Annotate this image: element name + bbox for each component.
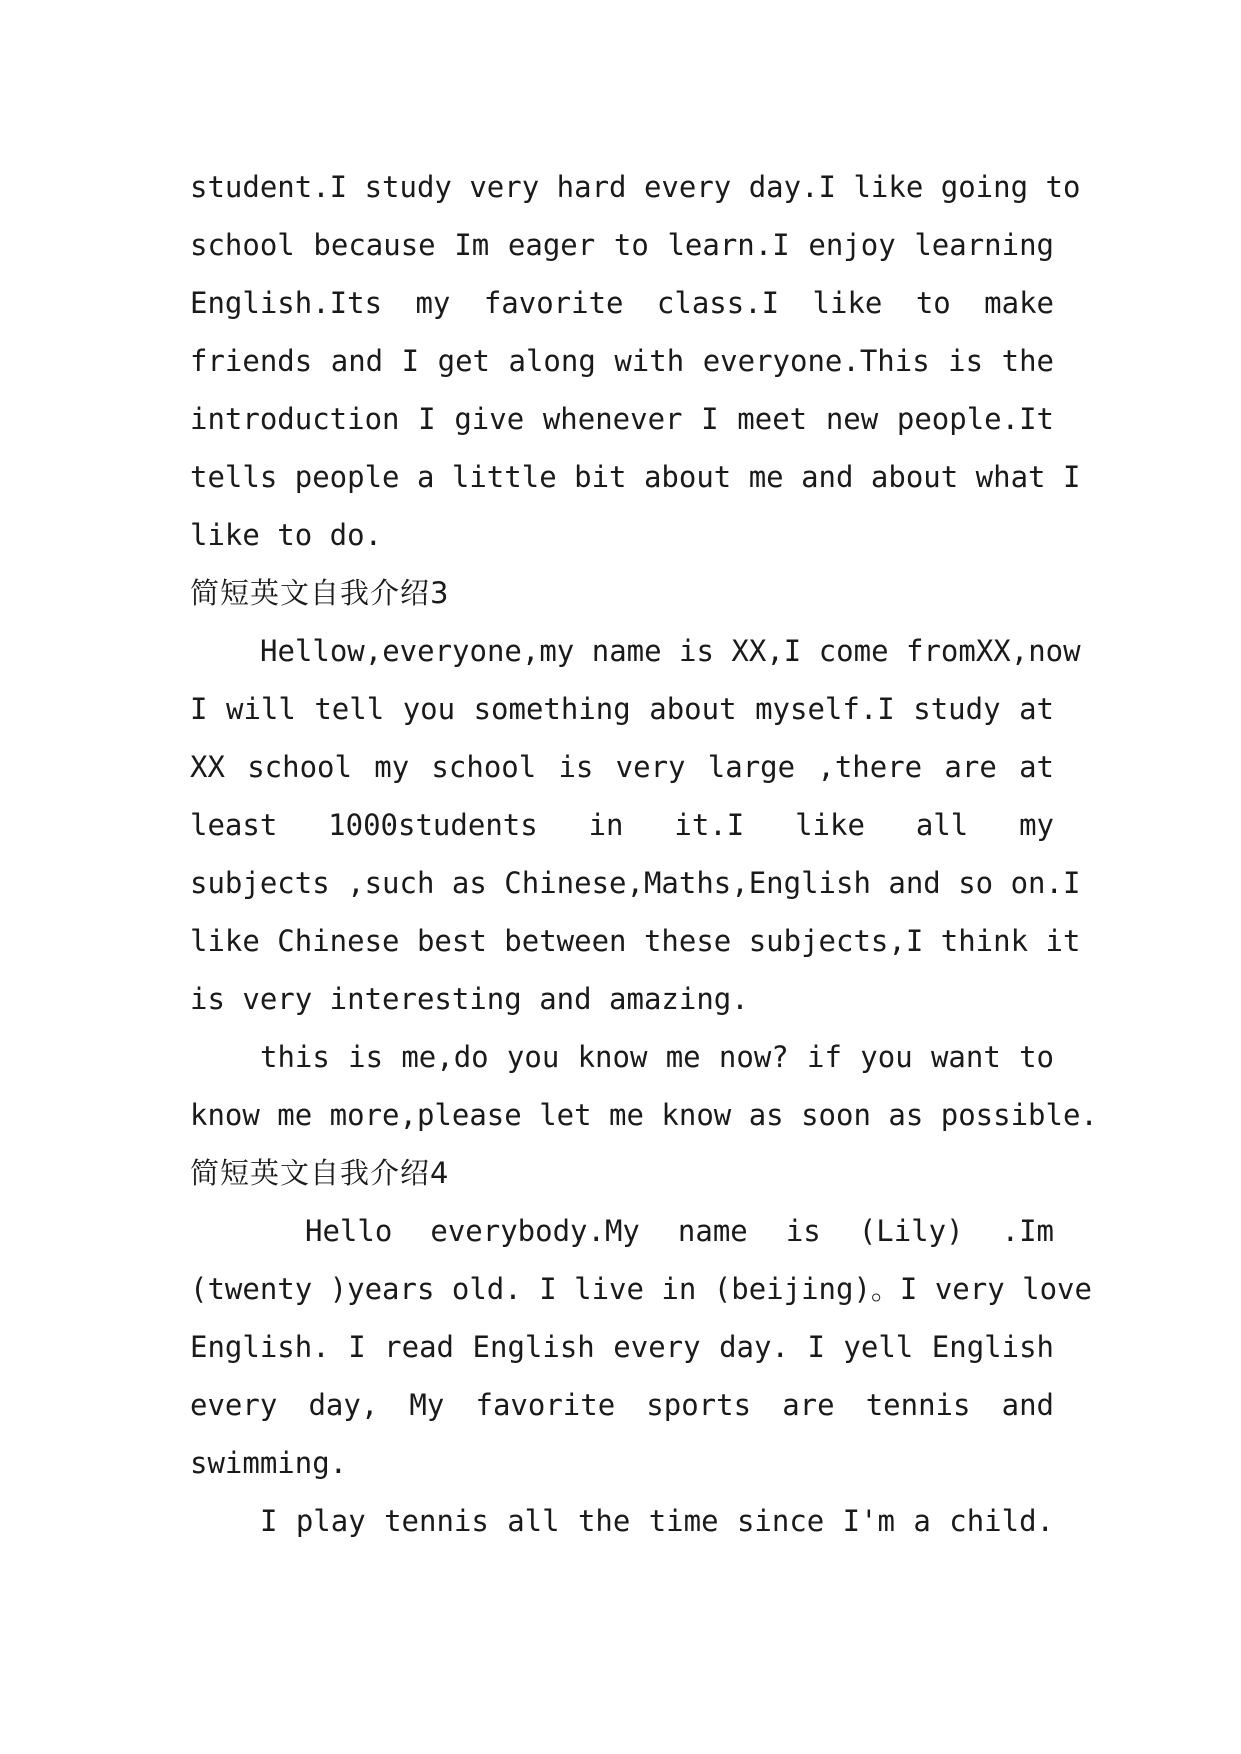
paragraph-section2 bbox=[190, 158, 1081, 564]
text-line: friends and I get along with everyone.This is the bbox=[190, 344, 1054, 378]
text-line: subjects ,such as Chinese,Maths,English and so on.I bbox=[190, 866, 1081, 900]
text-line: know me more,please let me know as soon as possible. bbox=[190, 1098, 1098, 1132]
text-line: every day, My favorite sports are tennis and bbox=[190, 1388, 1054, 1422]
text-line: I play tennis all the time since I'm a child. bbox=[260, 1504, 1054, 1538]
text-line: student.I study very hard every day.I like going to bbox=[190, 170, 1081, 204]
text-line: school because Im eager to learn.I enjoy learning bbox=[190, 228, 1054, 262]
paragraph-section4-2 bbox=[190, 1492, 1054, 1550]
section-heading-4: 简短英文自我介绍4 bbox=[190, 1156, 450, 1190]
text-line: XX school my school is very large ,there are at bbox=[190, 750, 1054, 784]
text-line: Hellow,everyone,my name is XX,I come fromXX,now bbox=[260, 634, 1081, 668]
text-line: least 1000students in it.I like all my bbox=[190, 808, 1054, 842]
paragraph-section3-1 bbox=[190, 622, 1081, 1028]
paragraph-section4-1 bbox=[190, 1202, 1092, 1492]
document-body bbox=[190, 158, 1098, 1550]
text-line: I will tell you something about myself.I study at bbox=[190, 692, 1054, 726]
section-heading-3: 简短英文自我介绍3 bbox=[190, 576, 450, 610]
text-line: Hello everybody.My name is (Lily) .Im bbox=[305, 1214, 1054, 1248]
text-line: like to do. bbox=[190, 518, 383, 552]
paragraph-section3-2 bbox=[190, 1028, 1098, 1144]
text-line: introduction I give whenever I meet new people.It bbox=[190, 402, 1054, 436]
text-line: this is me,do you know me now? if you want to bbox=[260, 1040, 1054, 1074]
text-line: (twenty )years old. I live in (beijing)。I very love bbox=[190, 1272, 1092, 1306]
text-line: English. I read English every day. I yell English bbox=[190, 1330, 1054, 1364]
text-line: like Chinese best between these subjects,I think it bbox=[190, 924, 1081, 958]
text-line: tells people a little bit about me and about what I bbox=[190, 460, 1081, 494]
text-line: is very interesting and amazing. bbox=[190, 982, 749, 1016]
text-line: English.Its my favorite class.I like to make bbox=[190, 286, 1054, 320]
text-line: swimming. bbox=[190, 1446, 348, 1480]
